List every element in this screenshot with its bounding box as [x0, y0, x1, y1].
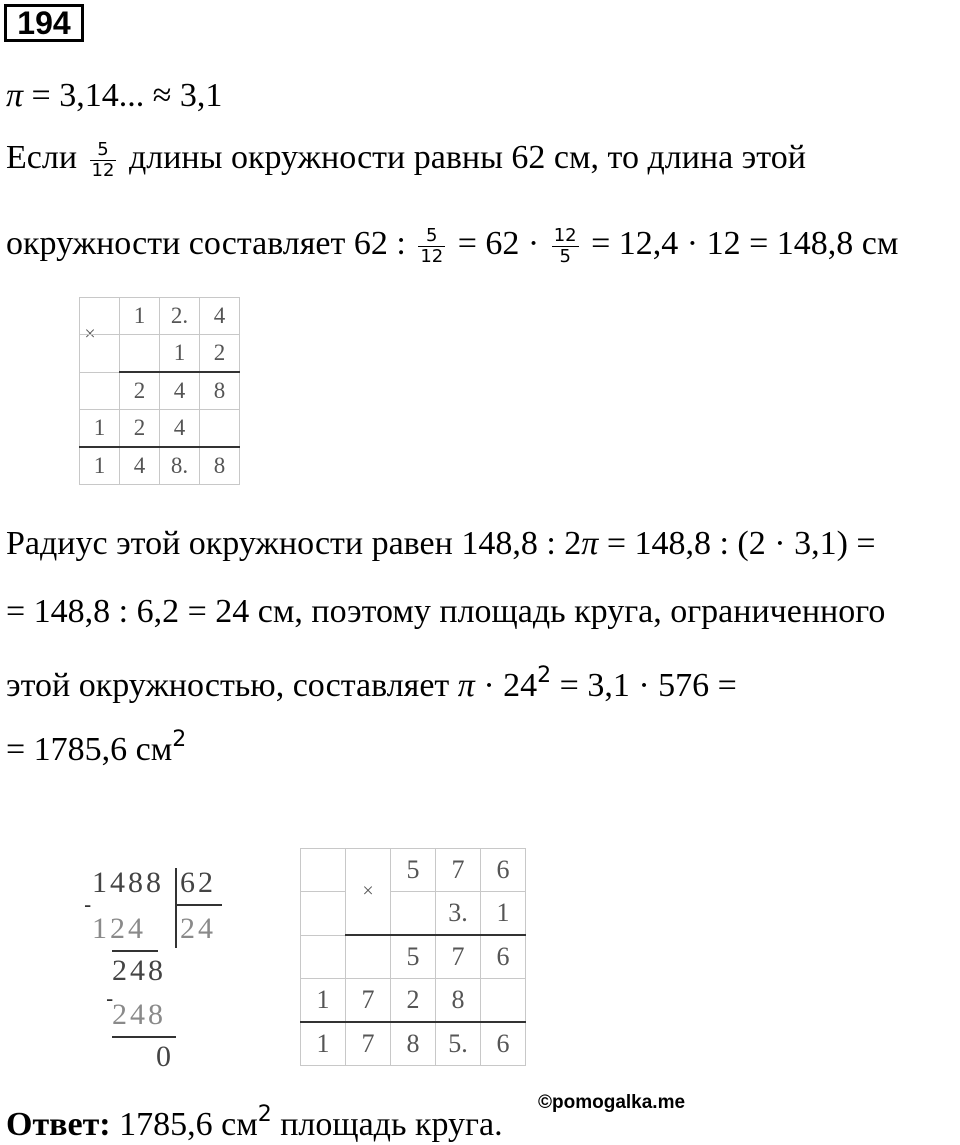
pi-symbol: π: [457, 667, 475, 704]
times-sign: ×: [346, 849, 391, 936]
area-text-start: этой окружностью, составляет: [6, 667, 458, 704]
table-cell: [80, 298, 120, 335]
subtrahend-2: 248: [112, 998, 166, 1031]
exponent: 2: [172, 727, 187, 752]
table-cell: [80, 372, 120, 410]
fraction-numerator: 5: [418, 226, 445, 247]
answer-tail: площадь круга.: [271, 1106, 503, 1143]
subtrahend-1: 124: [92, 912, 146, 945]
table-cell: 2.: [160, 298, 200, 335]
table-cell: 8: [436, 979, 481, 1023]
divisor: 62: [180, 866, 216, 899]
condition-text-end: длины окружности равны 62 см, то длина этой: [128, 139, 806, 176]
problem-number: 194: [4, 4, 84, 42]
table-cell: 7: [436, 849, 481, 892]
dividend: 1488: [92, 866, 164, 899]
table-cell: 2: [391, 979, 436, 1023]
answer-label: Ответ:: [6, 1106, 111, 1143]
table-cell: [391, 892, 436, 936]
answer-line: [6, 1095, 503, 1145]
remainder-2: 0: [156, 1040, 174, 1073]
circumference-text-end: = 12,4 · 12 = 148,8 см: [591, 225, 899, 262]
condition-text-start: Если: [6, 139, 78, 176]
times-sign: ×: [84, 323, 96, 345]
exponent: 2: [257, 1102, 272, 1127]
radius-text-start: Радиус этой окружности равен 148,8 : 2: [6, 525, 582, 562]
pi-symbol: π: [6, 77, 24, 114]
table-cell: 1: [120, 298, 160, 335]
table-cell: [301, 892, 346, 936]
fraction-denominator: 12: [420, 245, 444, 267]
subtraction-line: [112, 1036, 176, 1038]
table-cell: 6: [481, 1022, 526, 1066]
pi-approximation-text: = 3,14... ≈ 3,1: [23, 77, 223, 114]
table-cell: [301, 849, 346, 892]
circumference-text-start: окружности составляет 62 :: [6, 225, 406, 262]
radius-line: [6, 524, 876, 564]
table-cell: [301, 935, 346, 979]
table-cell: 4: [160, 410, 200, 448]
table-cell: 1: [80, 447, 120, 485]
minus-sign: -: [84, 892, 92, 917]
area-text-end: = 3,1 · 576 =: [551, 667, 737, 704]
multiplication-table-12-4-by-12: [79, 297, 240, 485]
watermark: ©pomogalka.me: [538, 1092, 686, 1113]
table-cell: [200, 410, 240, 448]
area-result-line: [6, 720, 186, 770]
answer-value: 1785,6 см: [110, 1106, 258, 1143]
minus-sign: -: [106, 986, 114, 1011]
table-cell: 1: [301, 979, 346, 1023]
table-cell: 8: [200, 372, 240, 410]
fraction-denominator: 5: [559, 245, 571, 267]
subtraction-line: [112, 950, 158, 952]
table-cell: 6: [481, 935, 526, 979]
area-result-text: = 1785,6 см: [6, 731, 173, 768]
table-cell: 5: [391, 849, 436, 892]
table-cell: 4: [200, 298, 240, 335]
circumference-text-middle: = 62 ·: [457, 225, 540, 262]
table-cell: 8: [391, 1022, 436, 1066]
fraction-twelve-fifths: [552, 226, 579, 267]
table-cell: 2: [120, 372, 160, 410]
table-cell: 8.: [160, 447, 200, 485]
fraction-numerator: 12: [553, 224, 577, 246]
condition-line: [6, 138, 806, 181]
table-cell: 6: [481, 849, 526, 892]
table-cell: 1: [160, 335, 200, 373]
table-cell: 3.: [436, 892, 481, 936]
table-cell: [481, 979, 526, 1023]
table-cell: 5: [391, 935, 436, 979]
table-cell: 5.: [436, 1022, 481, 1066]
pi-symbol: π: [581, 525, 599, 562]
radius-result-line: = 148,8 : 6,2 = 24 см, поэтому площадь круга, ограниченного: [6, 593, 886, 630]
table-cell: 4: [160, 372, 200, 410]
area-line: [6, 656, 737, 706]
division-bar: [175, 868, 177, 948]
table-cell: [80, 335, 120, 373]
table-cell: [346, 935, 391, 979]
table-cell: 1: [481, 892, 526, 936]
fraction-five-twelfths: [90, 140, 117, 181]
exponent: 2: [537, 663, 552, 688]
radius-text-end: = 148,8 : (2 · 3,1) =: [598, 525, 876, 562]
circumference-line: [6, 224, 898, 267]
table-cell: 1: [301, 1022, 346, 1066]
table-cell: 1: [80, 410, 120, 448]
table-cell: [120, 335, 160, 373]
table-cell: 4: [120, 447, 160, 485]
area-text-middle: · 24: [474, 667, 538, 704]
multiplication-table-576-by-3-1: [300, 848, 526, 1066]
fraction-denominator: 12: [91, 159, 115, 181]
table-cell: 7: [346, 979, 391, 1023]
fraction-five-twelfths: [418, 226, 445, 267]
fraction-numerator: 5: [90, 140, 117, 161]
table-cell: 7: [436, 935, 481, 979]
remainder-1: 248: [112, 954, 166, 987]
table-cell: 2: [120, 410, 160, 448]
quotient: 24: [180, 912, 216, 945]
table-cell: 2: [200, 335, 240, 373]
divisor-underline: [176, 904, 222, 906]
pi-approximation-line: [6, 76, 222, 116]
table-cell: 8: [200, 447, 240, 485]
table-cell: 7: [346, 1022, 391, 1066]
